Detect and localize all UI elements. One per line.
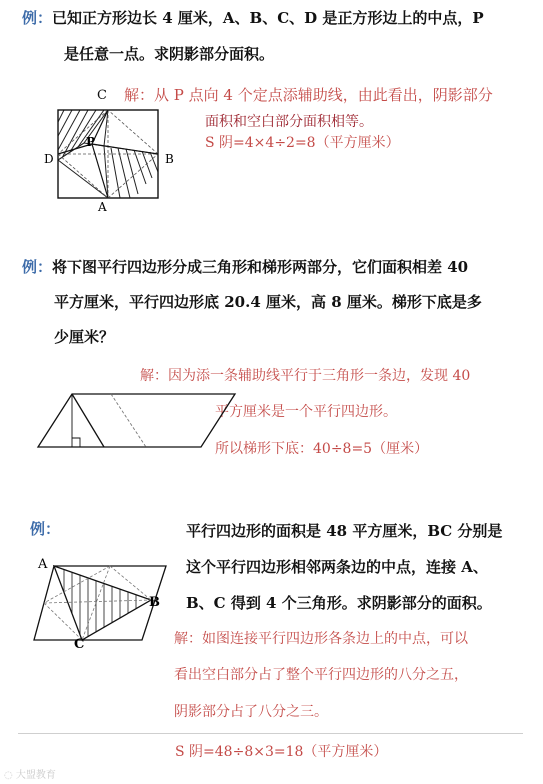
ex1-solution-line1: 解：从 P 点向 4 个定点添辅助线，由此看出，阴影部分	[124, 86, 493, 104]
ex2-solution-line2: 平方厘米是一个平行四边形。	[215, 404, 397, 420]
ex1-formula: S 阴=4×4÷2=8（平方厘米）	[205, 135, 400, 151]
ex2-solution-line1: 解：因为添一条辅助线平行于三角形一条边，发现 40	[140, 368, 471, 384]
ex1-label-d: D	[44, 152, 54, 166]
ex3-problem-line3: B、C 得到 4 个三角形。求阴影部分的面积。	[186, 594, 492, 612]
ex2-solution-line3: 所以梯形下底：40÷8=5（厘米）	[215, 441, 429, 457]
ex1-label-c: C	[97, 88, 107, 103]
ex1-label-b: B	[165, 152, 174, 166]
ex1-problem-line1: 例：已知正方形边长 4 厘米，A、B、C、D 是正方形边上的中点，P	[22, 9, 484, 27]
ex1-solution-line2: 面积和空白部分面积相等。	[205, 114, 373, 130]
ex3-solution-line2: 看出空白部分占了整个平行四边形的八分之五，	[174, 667, 468, 683]
watermark: ◌ 大盟教育	[4, 770, 56, 781]
ex3-tag: 例：	[30, 520, 61, 538]
ex2-tag: 例：	[22, 258, 53, 276]
footer-divider	[18, 733, 523, 734]
ex1-label-a: A	[98, 200, 107, 214]
ex3-label-c: C	[74, 637, 85, 652]
ex1-tag: 例：	[22, 9, 53, 27]
ex3-problem-line2: 这个平行四边形相邻两条边的中点，连接 A、	[186, 558, 488, 576]
ex2-problem-line1: 例：将下图平行四边形分成三角形和梯形两部分，它们面积相差 40	[22, 258, 469, 276]
ex3-problem-line1: 平行四边形的面积是 48 平方厘米，BC 分别是	[186, 522, 503, 540]
ex3-solution-line1: 解：如图连接平行四边形各条边上的中点，可以	[174, 631, 468, 647]
ex3-formula: S 阴=48÷8×3=18（平方厘米）	[175, 744, 388, 760]
ex1-problem-line2: 是任意一点。求阴影部分面积。	[64, 45, 275, 63]
ex1-square-figure	[44, 108, 176, 214]
ex3-parallelogram-figure	[34, 557, 174, 652]
ex2-problem-line2: 平方厘米，平行四边形底 20.4 厘米，高 8 厘米。梯形下底是多	[54, 293, 482, 311]
ex3-label-b: B	[149, 595, 160, 610]
watermark-logo-icon: ◌	[4, 770, 16, 781]
ex2-parallelogram-figure	[36, 392, 236, 452]
ex3-solution-line3: 阴影部分占了八分之三。	[174, 704, 328, 720]
ex3-label-a: A	[38, 557, 48, 572]
ex2-problem-line3: 少厘米？	[54, 328, 115, 346]
ex1-label-p: P	[86, 135, 96, 149]
